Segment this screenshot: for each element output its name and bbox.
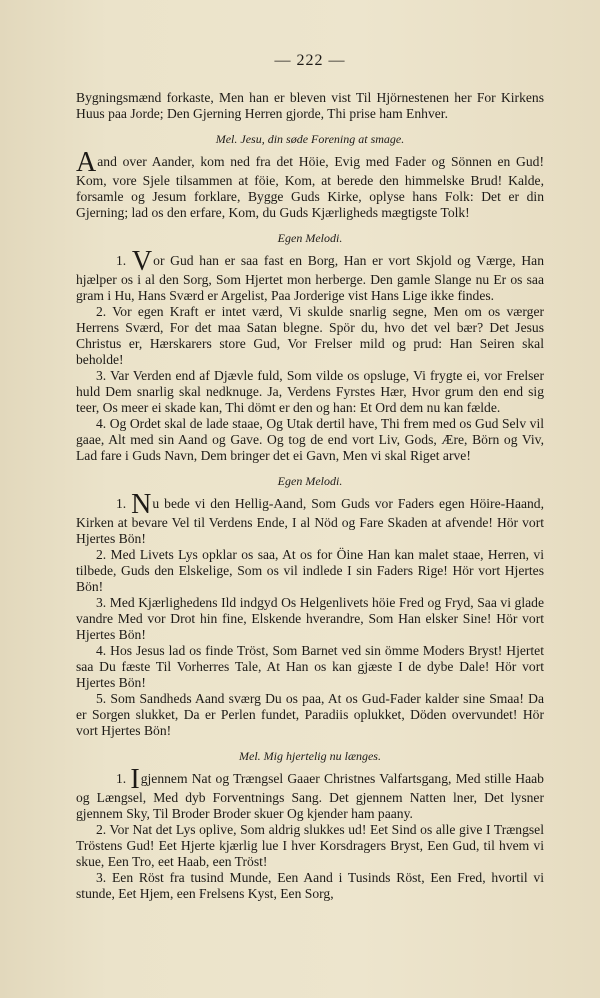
page-number: — 222 —: [274, 52, 346, 69]
page-body: [76, 90, 544, 902]
hymn2-dropcap: V: [131, 246, 153, 277]
hymn3-stanza-3: 3. Med Kjærlighedens Ild indgyd Os Helgenlivets höie Fred og Fryd, Saa vi glade vandre Med vor Drot hin fine, Elskende hverandre, Som Han elsker Sine! Hör vort Hjertes Bön!: [76, 595, 544, 642]
hymn1-stanza: [76, 147, 544, 221]
hymn4-melody: Mel. Mig hjertelig nu længes.: [239, 749, 381, 763]
hymn3-stanza-2: 2. Med Livets Lys opklar os saa, At os for Öine Han kan malet staae, Herren, vi tilbede, Guds den Elskelige, Som os vil indlede I sin Faders Rige! Hör vort Hjertes Bön!: [76, 547, 544, 594]
hymn3-melody: Egen Melodi.: [277, 474, 343, 488]
hymn3-stanza-1: [76, 489, 545, 547]
hymn1-text: and over Aander, kom ned fra det Höie, Evig med Fader og Sönnen en Gud! Kom, vore Sjele tilsammen at föie, Kom, at berede den himmelske Brud! Kalde, forsamle og Jesum forklare, Bygge Guds Kirke, oplyse hans Folk: Det er din Gjerning; lad os den erfare, Kom, du Guds Kjærligheds mægtigste Tolk!: [76, 154, 544, 220]
hymn2-stanza-1: [76, 246, 544, 304]
hymn1-melody: Mel. Jesu, din søde Forening at smage.: [215, 132, 405, 146]
hymn3-stanza-5: 5. Som Sandheds Aand sværg Du os paa, At os Gud-Fader kalder sine Smaa! Da er Sorgen slukket, Da er Perlen fundet, Paradiis oplukket, Döden overvundet! Hör vort Hjertes Bön!: [76, 691, 544, 738]
stanza-number: 1.: [116, 771, 127, 786]
hymn1-dropcap: A: [76, 147, 97, 178]
stanza-number: 1.: [116, 496, 127, 511]
hymn4-stanza-2: 2. Vor Nat det Lys oplive, Som aldrig slukkes ud! Eet Sind os alle give I Trængsel Tröstens Gud! Eet Hjerte kjærlig lue I hver Korsdragers Bryst, Een Gud, til hvem vi skue, Een Tro, eet Haab, een Tröst!: [76, 822, 544, 869]
hymn2-stanza-4: 4. Og Ordet skal de lade staae, Og Utak dertil have, Thi frem med os Gud Selv vil gaae, Alt med sin Aand og Gave. Og tog de end vort Liv, Gods, Ære, Börn og Viv, Lad fare i Guds Navn, Dem bringer det ei Gavn, Men vi skal Riget arve!: [76, 416, 544, 463]
intro-paragraph: Bygningsmænd forkaste, Men han er bleven vist Til Hjörnestenen her For Kirkens Huus paa Jorde; Den Gjerning Herren gjorde, Thi prise ham Enhver.: [76, 90, 544, 121]
stanza-text: or Gud han er saa fast en Borg, Han er vort Skjold og Værge, Han hjælper os i al den Sorg, Som Hjertet mon herberge. Den gamle Slange nu Er os saa gram i Hu, Hans Sværd er Argelist, Paa Jorderige vist Hans Lige ikke findes.: [76, 253, 544, 303]
hymn2-stanza-3: 3. Var Verden end af Djævle fuld, Som vilde os opsluge, Vi frygte ei, vor Frelser huld Dem snarlig skal nedknuge. Ja, Verdens Fyrstes Hær, Hvor grum den end sig teer, Os meer ei skade kan, Thi dömt er den og han: Et Ord dem nu kan fælde.: [76, 368, 544, 415]
hymn3-stanza-4: 4. Hos Jesus lad os finde Tröst, Som Barnet ved sin ömme Moders Bryst! Hjertet saa Du fæste Til Vorherres Tale, At Han os kan gjæste I de dybe Dale! Hör vort Hjertes Bön!: [76, 643, 544, 690]
hymn4-stanza-3: 3. Een Röst fra tusind Munde, Een Aand i Tusinds Röst, Een Fred, hvortil vi stunde, Eet Hjem, een Frelsens Kyst, Een Sorg,: [76, 870, 544, 901]
stanza-text: u bede vi den Hellig-Aand, Som Guds vor Faders egen Höire-Haand, Kirken at bevare Vel til Verdens Ende, I al Nöd og Fare Skaden at afvende! Hör vort Hjertes Bön!: [76, 496, 545, 546]
hymn3-dropcap: N: [131, 489, 152, 520]
hymn4-stanza-1: [76, 764, 544, 822]
hymn2-stanza-2: 2. Vor egen Kraft er intet værd, Vi skulde snarlig segne, Men om os værger Herrens Sværd, For det maa Satan blegne. Spör du, hvo det vel bær? Det Jesus Christus er, Hærskarers store Gud, Vor Frelser mild og prud: Han Seiren skal beholde!: [76, 304, 544, 367]
hymn4-dropcap: I: [130, 764, 140, 795]
stanza-text: gjennem Nat og Trængsel Gaaer Christnes Valfartsgang, Med stille Haab og Længsel, Med dyb Forventnings Sang. Det gjennem Natten lner, Det lysner gjennem Sky, Til Broder Broder skuer Og kjender ham paany.: [76, 771, 544, 821]
hymn2-melody: Egen Melodi.: [277, 231, 343, 245]
stanza-number: 1.: [116, 253, 127, 268]
